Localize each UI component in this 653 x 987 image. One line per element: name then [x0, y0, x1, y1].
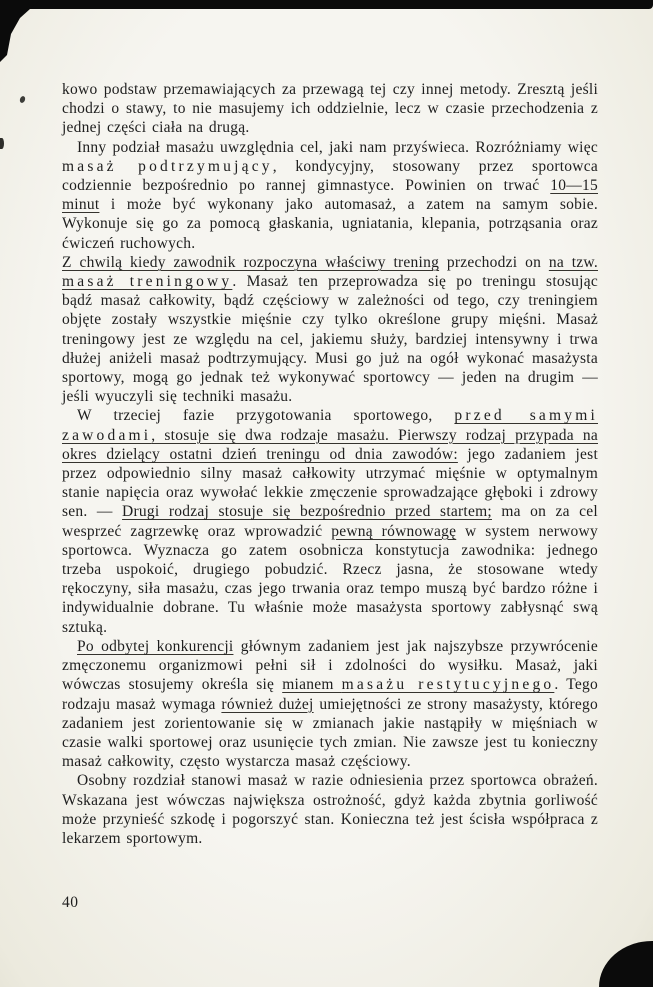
body-text: umiejętności ze strony masażysty, którego zadaniem jest zorientowanie się w zmianach jakie nastąpiły w mięśniach w czasie walki sportowej oraz usunięcie tych zmian. Nie zawsze jest tu konieczny masaż całkowity, często wystarcza masaż częściowy.: [62, 695, 598, 771]
body-text: Osobny rozdział stanowi masaż w razie odniesienia przez sportowca obrażeń. Wskazana jest wówczas największa ostrożność, gdyż każda zbytnia gorliwość może przynieść szkodę i pogorszyć stan. Konieczna też jest ścisła współpraca z lekarzem sportowym.: [62, 772, 598, 847]
pen-underlined-text: Po odbytej konkurencji: [77, 637, 234, 655]
body-text: w system nerwowy sportowca. Wyznacza go zatem osobnicza konstytucja zawodnika: jednego trzeba uspokoić, drugiego pobudzić. Rzecz jasna, że stosowane wtedy rękoczyny, siła masażu, czas jego trwania oraz tempo muszą być bardzo różne i indywidualnie dobrane. Tu właśnie może masażysta sportowy zabłysnąć swą sztuką.: [62, 522, 598, 636]
pen-underlined-text: Drugi rodzaj stosuje się bezpośrednio przed startem;: [122, 503, 492, 521]
scan-artifact-speck: [0, 138, 4, 149]
scan-artifact-speck: [19, 95, 26, 103]
body-text: ma on za cel wesprzeć zagrzewkę oraz wprowadzić: [62, 503, 598, 540]
body-text: . Tego rodzaju masaż wymaga: [62, 676, 598, 713]
body-text: Inny podział masażu uwzględnia cel, jaki nam przyświeca. Rozróżniamy więc: [77, 138, 598, 156]
scan-artifact-bottom-right-corner: [599, 941, 653, 987]
paragraph-3: [62, 253, 598, 407]
body-text: przechodzi on: [439, 253, 549, 271]
body-text: głównym zadaniem jest jak najszybsze przywrócenie zmęczonemu organizmowi pełni sił i zdolności do wysiłku. Masaż, jaki wówczas stosujemy określa się: [62, 637, 598, 694]
pen-underlined-text: pewną równowagę: [331, 522, 457, 540]
scan-artifact-top-left-corner: [0, 0, 42, 62]
page-text: [62, 80, 598, 848]
body-text: W trzeciej fazie przygotowania sportowego,: [77, 407, 455, 425]
body-text: jego zadaniem jest przez odpowiednio silny masaż całkowity utrzymać mięśnie w optymalnym stanie napięcia oraz wywołać lekkie zmęczenie sprowadzające głęboki i zdrowy sen. —: [62, 445, 598, 521]
pen-underlined-text: na tzw.: [548, 253, 598, 271]
paragraph-6: [62, 771, 598, 848]
pen-underlined-text: również dużej: [221, 695, 314, 713]
emphasized-spaced-underlined-text: przed samymi zawodami: [62, 407, 598, 444]
pen-underlined-text: mianem: [282, 676, 342, 694]
pen-underlined-text: 10—15 minut: [62, 177, 598, 214]
body-text: , kondycyjny, stosowany przez sportowca codziennie bezpośrednio po rannej gimnastyce. Powinien on trwać: [62, 157, 598, 195]
emphasized-spaced-text: masaż podtrzymujący: [62, 157, 273, 175]
body-text: . Masaż ten przeprowadza się po treningu stosując bądź masaż całkowity, bądź częściowy w zależności od tego, czy treningiem objęte zostały wszystkie mięśnie czy tylko określone grupy mięśni. Masaż treningowy jest ze względu na cel, jakiemu służy, bardziej intensywny i trwa dłużej aniżeli masaż podtrzymujący. Musi go już na ogół wykonać masażysta sportowy, mogą go jednak też wykonywać sportowcy — jeden na drugim — jeśli wyuczyli się techniki masażu.: [62, 273, 598, 406]
paragraph-1: [62, 80, 598, 138]
emphasized-spaced-underlined-text: masaż treningowy: [62, 273, 233, 291]
paragraph-4: [62, 406, 598, 636]
scan-artifact-top-edge: [10, 0, 653, 9]
body-text: kowo podstaw przemawiających za przewagą tej czy innej metody. Zresztą jeśli chodzi o stawy, to nie masujemy ich oddzielnie, lecz w czasie przechodzenia z jednej części ciała na drugą.: [62, 81, 598, 137]
pen-underlined-text: Z chwilą kiedy zawodnik rozpoczyna właściwy trening: [62, 253, 440, 271]
page-number: 40: [62, 894, 79, 911]
paragraph-2: [62, 138, 598, 253]
emphasized-spaced-underlined-text: masażu restytucyjnego: [341, 676, 555, 694]
pen-underlined-text: , stosuje się dwa rodzaje masażu. Pierwszy rodzaj przypada na okres dzielący ostatni dzień treningu od dnia zawodów:: [62, 426, 598, 463]
body-text: i może być wykonany jako automasaż, a zatem na samym sobie. Wykonuje się go za pomocą głaskania, ugniatania, klepania, potrząsania oraz ćwiczeń ruchowych.: [62, 196, 598, 252]
paragraph-5: [62, 637, 598, 771]
